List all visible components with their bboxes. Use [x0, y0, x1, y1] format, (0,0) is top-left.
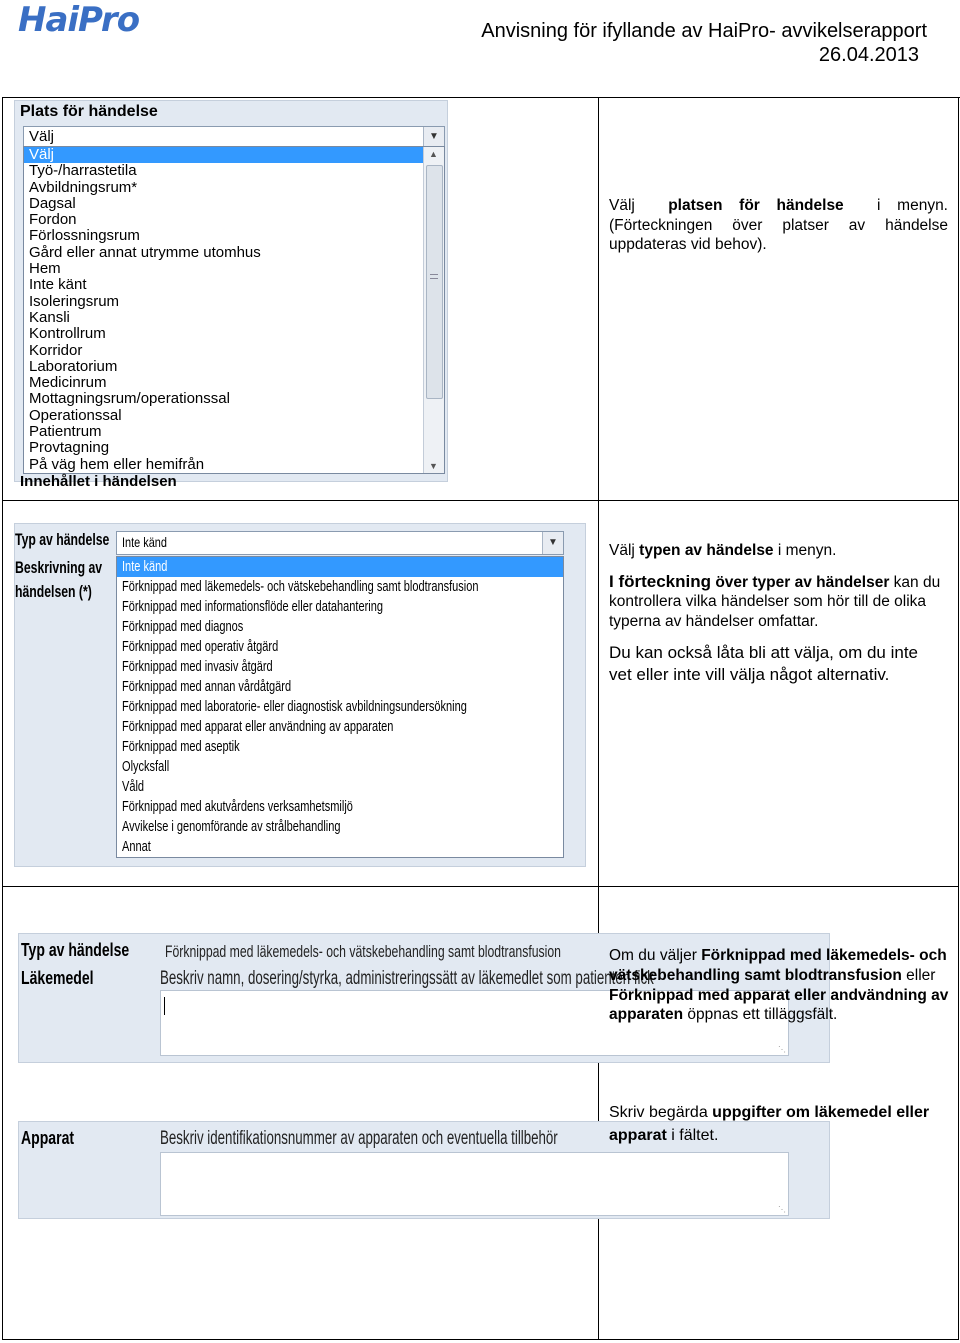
option-label: Förlossningsrum [29, 227, 140, 245]
option-label: Annat [122, 839, 151, 855]
option-item[interactable] [117, 577, 563, 597]
medicine-hint: Beskriv namn, dosering/styrka, administreringssätt av läkemedlet som patienten fick [160, 968, 654, 989]
text-fragment: i fältet. [671, 1127, 719, 1144]
text-fragment: Välj [609, 542, 635, 559]
instruction-paragraph [609, 541, 954, 561]
table-border-left [2, 97, 3, 1340]
option-item[interactable] [117, 597, 563, 617]
option-item[interactable] [24, 245, 444, 261]
option-item[interactable] [24, 310, 444, 326]
medicine-label: Läkemedel [21, 968, 94, 988]
cut-off-label: Innehållet i händelsen [20, 473, 177, 490]
option-item[interactable] [117, 657, 563, 677]
option-label: Dagsal [29, 194, 76, 212]
chevron-down-icon[interactable]: ▼ [423, 127, 444, 147]
option-item[interactable] [117, 677, 563, 697]
resize-grip-icon[interactable]: ⋱ [778, 1205, 786, 1214]
text-bold-fragment: över typer av händelser [715, 573, 890, 591]
option-item[interactable] [24, 294, 444, 310]
option-item[interactable] [117, 737, 563, 757]
option-label: Fordon [29, 211, 77, 229]
option-label: Välj [29, 146, 55, 163]
option-item[interactable] [117, 617, 563, 637]
option-label: Mottagningsrum/operationssal [29, 390, 230, 408]
table-border-right [958, 97, 959, 1340]
option-label: Kansli [29, 308, 70, 326]
option-label: Työ-/harrastetila [29, 162, 137, 180]
option-item[interactable] [24, 343, 444, 359]
instruction-fill-field [609, 1101, 954, 1147]
text-bold-fragment: typen av händelse [639, 542, 774, 559]
text-bold-fragment: platsen för händelse [668, 197, 844, 214]
text-fragment: Om du väljer [609, 947, 697, 964]
option-label: Gård eller annat utrymme utomhus [29, 243, 261, 261]
option-item[interactable] [24, 196, 444, 212]
table-border-bottom [2, 1339, 959, 1340]
option-label: Kontrollrum [29, 325, 106, 343]
description-label-line2: händelsen (*) [15, 582, 92, 601]
option-label: Förknippad med diagnos [122, 619, 244, 635]
text-cursor [164, 997, 165, 1015]
instruction-paragraph: Du kan också låta bli att välja, om du inte vet eller inte vill välja något alternativ. [609, 643, 918, 684]
text-fragment: Välj [609, 197, 635, 214]
document-title: Anvisning för ifyllande av HaiPro- avvikelserapport [481, 20, 927, 42]
location-select[interactable] [23, 126, 445, 148]
option-item[interactable] [24, 440, 444, 456]
option-item[interactable] [117, 637, 563, 657]
text-fragment: Skriv begärda [609, 1104, 708, 1121]
option-label: Medicinrum [29, 374, 107, 392]
table-row-divider [2, 886, 959, 887]
option-label: Laboratorium [29, 357, 118, 375]
event-type-label: Typ av händelse [15, 530, 110, 549]
option-label: Patientrum [29, 423, 102, 441]
option-item[interactable] [24, 326, 444, 342]
table-border-top [2, 97, 960, 98]
text-fragment: kan du kontrollera vilka händelser som hör till de olika typerna av händelser omfattar. [609, 573, 941, 630]
option-label: Inte känd [122, 559, 168, 575]
option-label: Operationssal [29, 406, 122, 424]
option-item[interactable] [24, 359, 444, 375]
option-item[interactable] [24, 391, 444, 407]
option-label: Inte känt [29, 276, 87, 294]
text-fragment: eller [906, 966, 936, 984]
grip-icon [430, 274, 438, 279]
text-bold-fragment: I förteckning [609, 571, 712, 591]
option-item[interactable] [24, 261, 444, 277]
location-selected-value: Välj [29, 128, 55, 145]
option-item[interactable] [24, 147, 444, 163]
option-label: På väg hem eller hemifrån [29, 455, 205, 473]
text-fragment: i menyn. [777, 542, 837, 559]
option-label: Olycksfall [122, 759, 170, 775]
event-type-options-list[interactable] [116, 556, 564, 858]
option-label: Korridor [29, 341, 83, 359]
scroll-up-icon[interactable]: ▲ [429, 149, 438, 159]
instruction-paragraph [609, 572, 954, 632]
option-label: Förknippad med läkemedels- och vätskebehandling samt blodtransfusion [122, 579, 479, 595]
device-hint: Beskriv identifikationsnummer av apparaten och eventuella tillbehör [160, 1128, 558, 1149]
option-item[interactable] [117, 797, 563, 817]
event-type-value: Förknippad med läkemedels- och vätskebehandling samt blodtransfusion [165, 942, 561, 961]
location-list-scrollbar[interactable] [423, 147, 444, 473]
location-label: Plats för händelse [20, 103, 158, 120]
description-label-line1: Beskrivning av [15, 558, 103, 577]
option-item[interactable] [117, 837, 563, 857]
option-item[interactable] [117, 757, 563, 777]
device-label: Apparat [21, 1128, 75, 1148]
option-label: Förknippad med laboratorie- eller diagnostisk avbildningsundersökning [122, 699, 467, 715]
resize-grip-icon[interactable]: ⋱ [778, 1045, 786, 1054]
text-bold-fragment: Förknippad med apparat eller andvändning av apparaten [609, 986, 949, 1024]
option-item[interactable] [24, 424, 444, 440]
event-type-label: Typ av händelse [21, 940, 130, 960]
instruction-additional-field [609, 946, 954, 1025]
option-label: Förknippad med aseptik [122, 739, 240, 755]
option-label: Våld [122, 779, 145, 795]
option-label: Förknippad med akutvårdens verksamhetsmiljö [122, 799, 353, 815]
text-bold-fragment: uppgifter om läkemedel eller apparat [609, 1104, 930, 1144]
option-item[interactable] [117, 817, 563, 837]
option-item[interactable] [117, 777, 563, 797]
option-label: Provtagning [29, 439, 110, 457]
text-fragment: i menyn. (Förteckningen över platser av händelse uppdateras vid behov). [609, 197, 948, 253]
option-label: Avvikelse i genomförande av strålbehandling [122, 819, 341, 835]
option-item[interactable] [117, 717, 563, 737]
option-item[interactable] [24, 375, 444, 391]
option-item[interactable] [24, 212, 444, 228]
option-item[interactable] [117, 557, 563, 577]
option-label: Hem [29, 260, 61, 278]
haipro-logo: HaiPro [18, 0, 140, 40]
event-type-select[interactable] [116, 531, 564, 555]
location-screenshot [14, 100, 448, 490]
option-label: Förknippad med annan vårdåtgärd [122, 679, 292, 695]
device-textarea[interactable] [160, 1152, 789, 1216]
option-item[interactable] [24, 228, 444, 244]
event-type-selected-value: Inte känd [122, 534, 167, 550]
table-row-divider [2, 500, 959, 501]
option-item[interactable] [24, 163, 444, 179]
option-label: Förknippad med apparat eller användning av apparaten [122, 719, 394, 735]
instruction-event-type [609, 541, 954, 686]
location-options-list[interactable] [23, 146, 445, 474]
text-bold-fragment: Förknippad med läkemedels- och vätskebehandling samt blodtransfusion [609, 947, 947, 984]
document-date: 26.04.2013 [818, 44, 919, 66]
option-label: Förknippad med informationsflöde eller datahantering [122, 599, 383, 615]
scroll-down-icon[interactable]: ▼ [429, 461, 438, 471]
option-item[interactable] [24, 180, 444, 196]
chevron-down-icon[interactable]: ▼ [542, 532, 563, 554]
option-item[interactable] [24, 408, 444, 424]
option-item[interactable] [117, 697, 563, 717]
event-type-screenshot [14, 523, 586, 867]
option-label: Avbildningsrum* [29, 178, 138, 196]
option-label: Isoleringsrum [29, 292, 120, 310]
option-label: Förknippad med invasiv åtgärd [122, 659, 273, 675]
instruction-location [609, 196, 948, 255]
option-label: Förknippad med operativ åtgärd [122, 639, 279, 655]
option-item[interactable] [24, 277, 444, 293]
scrollbar-thumb[interactable] [426, 165, 443, 399]
text-fragment: öppnas ett tilläggsfält. [687, 1006, 838, 1024]
